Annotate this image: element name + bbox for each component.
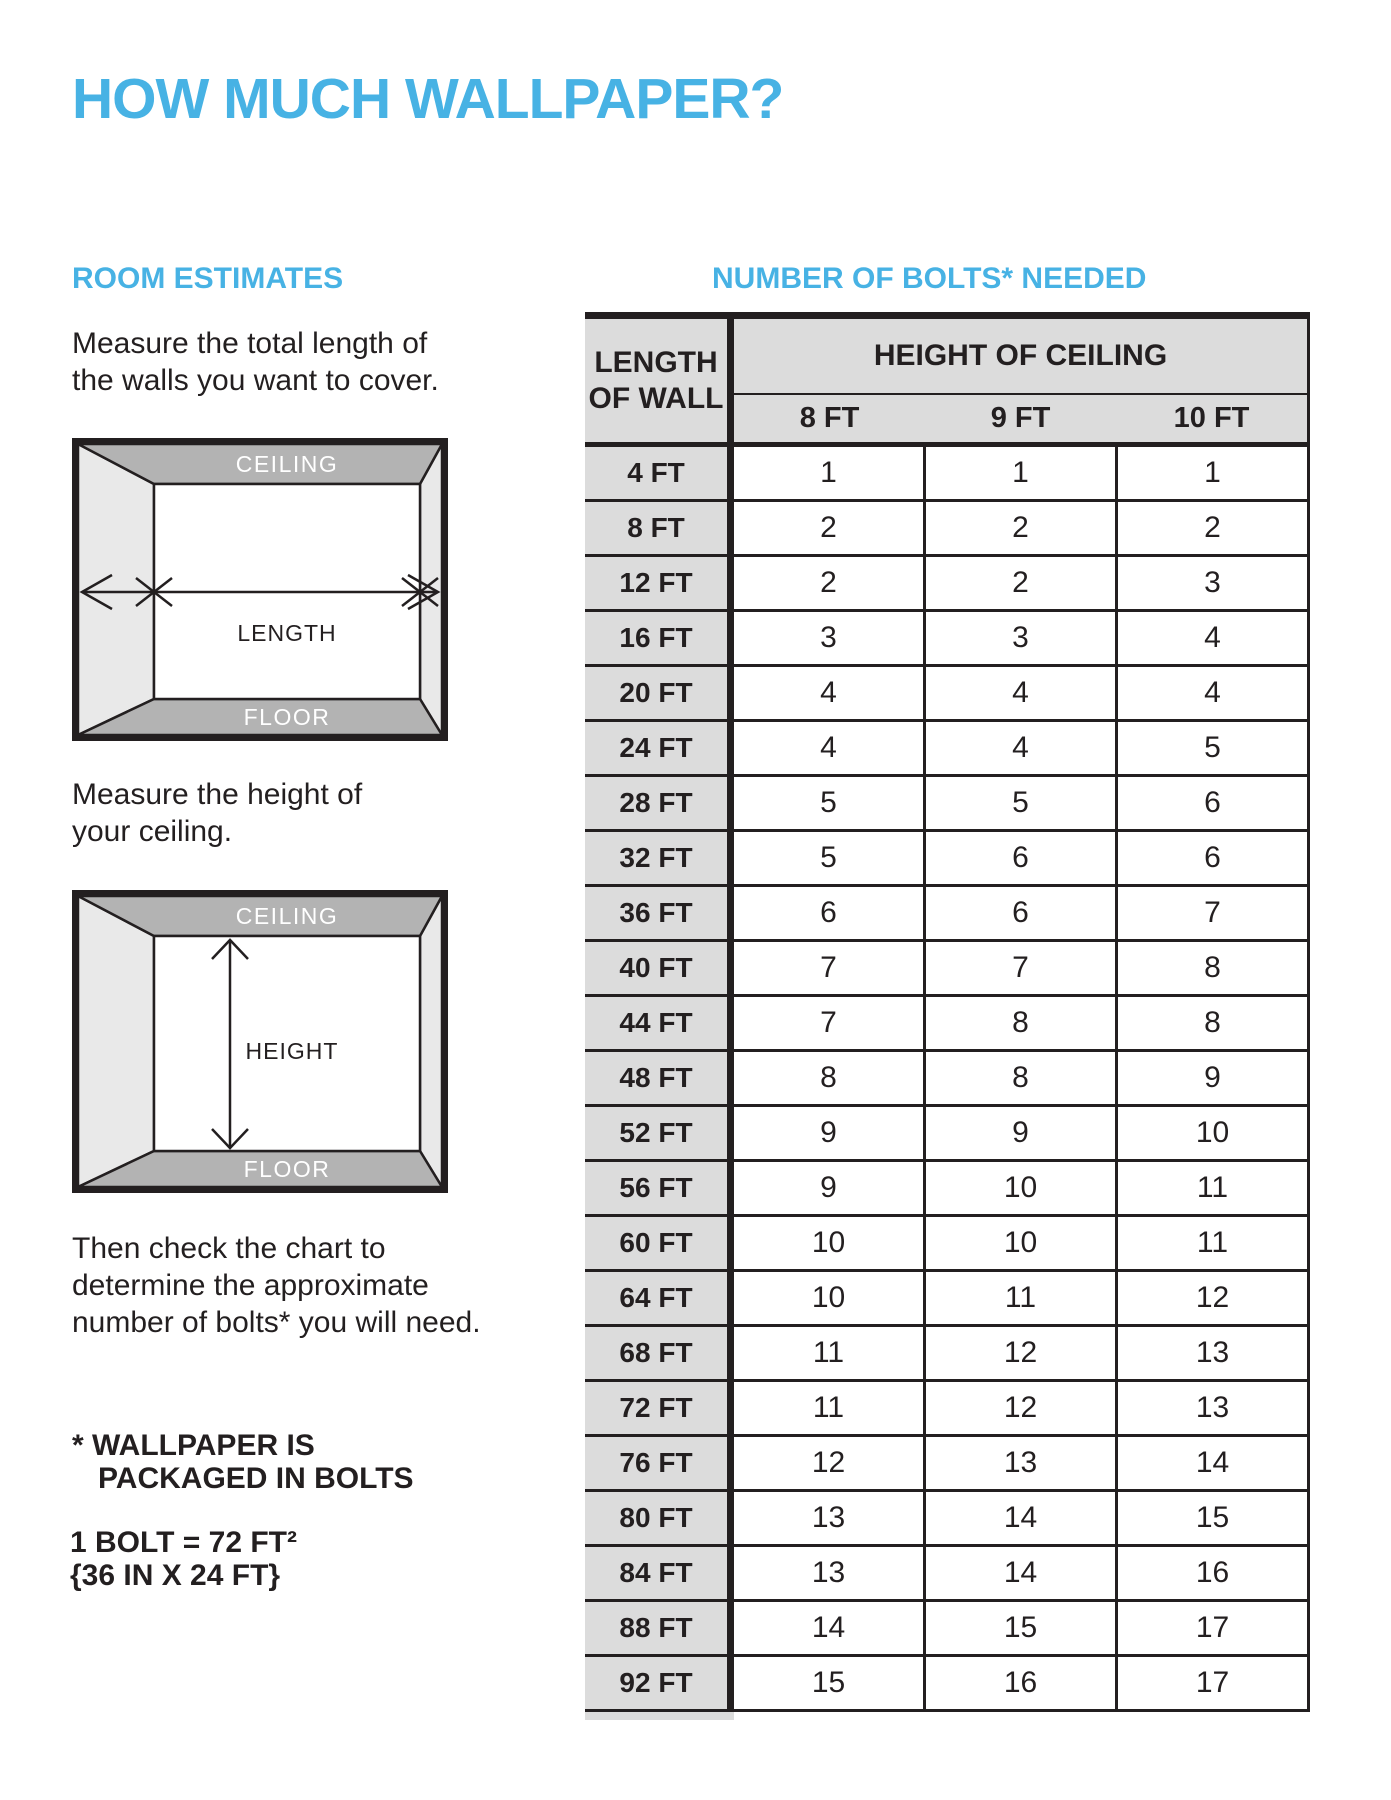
bolt-count-cell: 9 <box>734 1162 926 1214</box>
bolt-count-cell: 1 <box>734 447 926 499</box>
length-header-line: OF WALL <box>588 381 724 415</box>
wall-length-label: 8 FT <box>585 502 734 554</box>
column-header-8ft: 8 FT <box>799 402 860 434</box>
instruction-step-1 <box>72 325 439 399</box>
table-row <box>585 1382 1307 1437</box>
bolt-count-cell: 5 <box>734 832 926 884</box>
wall-length-label: 88 FT <box>585 1602 734 1654</box>
bolt-count-cell: 15 <box>734 1657 926 1709</box>
height-of-ceiling-header: HEIGHT OF CEILING <box>734 319 1307 395</box>
bolt-dimensions-line: {36 IN X 24 FT} <box>70 1559 281 1592</box>
instruction-step-2 <box>72 776 362 850</box>
wall-length-label: 80 FT <box>585 1492 734 1544</box>
column-header-10ft: 10 FT <box>1173 402 1250 434</box>
instruction-line: Measure the total length of <box>72 327 428 360</box>
bolt-count-cell: 2 <box>926 557 1118 609</box>
wall-length-label: 64 FT <box>585 1272 734 1324</box>
table-row <box>585 1162 1307 1217</box>
bolt-count-cell: 13 <box>1195 1336 1230 1369</box>
table-rows <box>585 447 1307 1712</box>
bolt-count-cell: 2 <box>1204 511 1221 544</box>
bolt-count-cell: 1 <box>926 447 1118 499</box>
bolt-count-cell: 5 <box>926 777 1118 829</box>
table-row <box>585 1052 1307 1107</box>
wall-length-label: 20 FT <box>585 667 734 719</box>
bolt-count-cell: 9 <box>1204 1061 1221 1094</box>
table-row <box>585 887 1307 942</box>
room-estimates-heading: ROOM ESTIMATES <box>72 262 344 295</box>
bolt-count-cell: 8 <box>926 1052 1118 1104</box>
instruction-line: Measure the height of <box>72 778 363 811</box>
bolt-count-cell: 3 <box>1204 566 1221 599</box>
page-title: HOW MUCH WALLPAPER? <box>72 67 784 131</box>
bolt-count-cell: 8 <box>734 1052 926 1104</box>
bolt-count-cell: 12 <box>1195 1281 1230 1314</box>
bolt-count-cell: 5 <box>1204 731 1221 764</box>
bolt-count-cell: 8 <box>1204 1006 1221 1039</box>
wall-length-label: 24 FT <box>585 722 734 774</box>
wall-length-label: 68 FT <box>585 1327 734 1379</box>
bolt-count-cell: 6 <box>926 887 1118 939</box>
bolt-count-cell: 14 <box>734 1602 926 1654</box>
bolt-count-cell: 16 <box>1195 1556 1230 1589</box>
bolts-table <box>585 312 1310 1712</box>
wall-length-label: 92 FT <box>585 1657 734 1709</box>
table-row <box>585 777 1307 832</box>
bolt-count-cell: 4 <box>926 667 1118 719</box>
instruction-line: number of bolts* you will need. <box>72 1306 481 1339</box>
bolt-count-cell: 2 <box>734 557 926 609</box>
wall-length-label: 36 FT <box>585 887 734 939</box>
bolt-count-cell: 6 <box>1204 841 1221 874</box>
wall-length-label: 16 FT <box>585 612 734 664</box>
table-row <box>585 1272 1307 1327</box>
bolt-count-cell: 4 <box>734 667 926 719</box>
height-measure-label: HEIGHT <box>245 1038 339 1064</box>
bolt-count-cell: 15 <box>1195 1501 1230 1534</box>
bolt-count-cell: 13 <box>734 1547 926 1599</box>
bolt-count-cell: 6 <box>734 887 926 939</box>
left-wall-shape <box>78 896 154 1187</box>
table-row <box>585 502 1307 557</box>
bolt-count-cell: 9 <box>926 1107 1118 1159</box>
floor-label: FLOOR <box>243 1156 331 1182</box>
bolt-count-cell: 8 <box>1204 951 1221 984</box>
instruction-step-3 <box>72 1230 481 1341</box>
bolt-count-cell: 13 <box>926 1437 1118 1489</box>
right-wall-shape <box>420 896 442 1187</box>
bolt-count-cell: 13 <box>734 1492 926 1544</box>
table-row <box>585 667 1307 722</box>
table-row <box>585 1437 1307 1492</box>
bolt-count-cell: 4 <box>734 722 926 774</box>
bolt-count-cell: 10 <box>1195 1116 1230 1149</box>
bolt-count-cell: 4 <box>1204 676 1221 709</box>
bolt-size-line: 1 BOLT = 72 FT² <box>70 1526 297 1559</box>
bolt-count-cell: 6 <box>1204 786 1221 819</box>
bolts-needed-heading: NUMBER OF BOLTS* NEEDED <box>712 262 1147 295</box>
wall-length-label: 40 FT <box>585 942 734 994</box>
wall-length-label: 28 FT <box>585 777 734 829</box>
room-length-diagram-svg <box>78 444 442 735</box>
instruction-line: the walls you want to cover. <box>72 364 439 397</box>
bolt-count-cell: 2 <box>734 502 926 554</box>
instruction-line: determine the approximate <box>72 1269 429 1302</box>
wall-length-label: 84 FT <box>585 1547 734 1599</box>
instruction-line: your ceiling. <box>72 815 233 848</box>
bolt-count-cell: 7 <box>926 942 1118 994</box>
bolt-count-cell: 11 <box>734 1382 926 1434</box>
bolt-count-cell: 11 <box>926 1272 1118 1324</box>
bolt-count-cell: 11 <box>1196 1171 1229 1204</box>
bolt-count-cell: 8 <box>926 997 1118 1049</box>
bolt-count-cell: 15 <box>926 1602 1118 1654</box>
bolt-count-cell: 14 <box>926 1492 1118 1544</box>
bolt-count-cell: 12 <box>926 1382 1118 1434</box>
table-row <box>585 1657 1307 1712</box>
length-of-wall-header <box>585 319 734 447</box>
bolt-count-cell: 7 <box>734 997 926 1049</box>
bolt-count-cell: 4 <box>1204 621 1221 654</box>
bolt-count-cell: 7 <box>734 942 926 994</box>
bolt-count-cell: 16 <box>926 1657 1118 1709</box>
bolt-count-cell: 3 <box>926 612 1118 664</box>
table-row <box>585 832 1307 887</box>
table-header <box>585 319 1307 447</box>
bolt-equivalence-note <box>70 1526 297 1592</box>
table-row <box>585 1327 1307 1382</box>
bolt-count-cell: 2 <box>926 502 1118 554</box>
bolt-count-cell: 6 <box>926 832 1118 884</box>
wall-length-label: 60 FT <box>585 1217 734 1269</box>
wall-length-label: 32 FT <box>585 832 734 884</box>
bolt-count-cell: 10 <box>734 1217 926 1269</box>
bolt-count-cell: 17 <box>1195 1611 1230 1644</box>
table-row <box>585 1602 1307 1657</box>
bolt-count-cell: 10 <box>926 1162 1118 1214</box>
ceiling-height-subheaders <box>734 395 1307 447</box>
bolt-count-cell: 17 <box>1195 1666 1230 1699</box>
table-row <box>585 997 1307 1052</box>
bolt-count-cell: 11 <box>1196 1226 1229 1259</box>
wall-length-label: 56 FT <box>585 1162 734 1214</box>
ceiling-label: CEILING <box>235 451 339 477</box>
bolt-count-cell: 7 <box>1204 896 1221 929</box>
footnote-line: PACKAGED IN BOLTS <box>98 1462 414 1495</box>
left-wall-shape <box>78 444 154 735</box>
bolt-count-cell: 12 <box>734 1437 926 1489</box>
bolt-count-cell: 4 <box>926 722 1118 774</box>
length-measure-label: LENGTH <box>237 620 337 646</box>
bolt-count-cell: 10 <box>734 1272 926 1324</box>
table-row <box>585 557 1307 612</box>
table-row <box>585 1547 1307 1602</box>
table-row <box>585 1107 1307 1162</box>
wall-length-label: 52 FT <box>585 1107 734 1159</box>
bolts-footnote <box>72 1429 414 1495</box>
table-row <box>585 722 1307 777</box>
wall-length-label: 48 FT <box>585 1052 734 1104</box>
room-height-diagram <box>72 890 448 1193</box>
table-row <box>585 612 1307 667</box>
wall-length-label: 72 FT <box>585 1382 734 1434</box>
bolt-count-cell: 3 <box>734 612 926 664</box>
bolt-count-cell: 13 <box>1195 1391 1230 1424</box>
wall-length-label: 44 FT <box>585 997 734 1049</box>
table-row <box>585 942 1307 997</box>
table-footer-stub <box>585 1712 734 1720</box>
instruction-line: Then check the chart to <box>72 1232 386 1265</box>
ceiling-label: CEILING <box>235 903 339 929</box>
room-length-diagram <box>72 438 448 741</box>
footnote-line: * WALLPAPER IS <box>72 1429 315 1462</box>
bolt-count-cell: 14 <box>926 1547 1118 1599</box>
bolt-count-cell: 11 <box>734 1327 926 1379</box>
length-header-line: LENGTH <box>594 345 718 379</box>
bolt-count-cell: 1 <box>1204 456 1221 489</box>
bolt-count-cell: 5 <box>734 777 926 829</box>
floor-label: FLOOR <box>243 704 331 730</box>
room-height-diagram-svg <box>78 896 442 1187</box>
wall-length-label: 76 FT <box>585 1437 734 1489</box>
column-header-9ft: 9 FT <box>990 402 1051 434</box>
wall-length-label: 4 FT <box>585 447 734 499</box>
bolt-count-cell: 14 <box>1195 1446 1230 1479</box>
wall-length-label: 12 FT <box>585 557 734 609</box>
table-row <box>585 1217 1307 1272</box>
bolt-count-cell: 12 <box>926 1327 1118 1379</box>
bolt-count-cell: 10 <box>926 1217 1118 1269</box>
bolt-count-cell: 9 <box>734 1107 926 1159</box>
table-row <box>585 447 1307 502</box>
table-row <box>585 1492 1307 1547</box>
